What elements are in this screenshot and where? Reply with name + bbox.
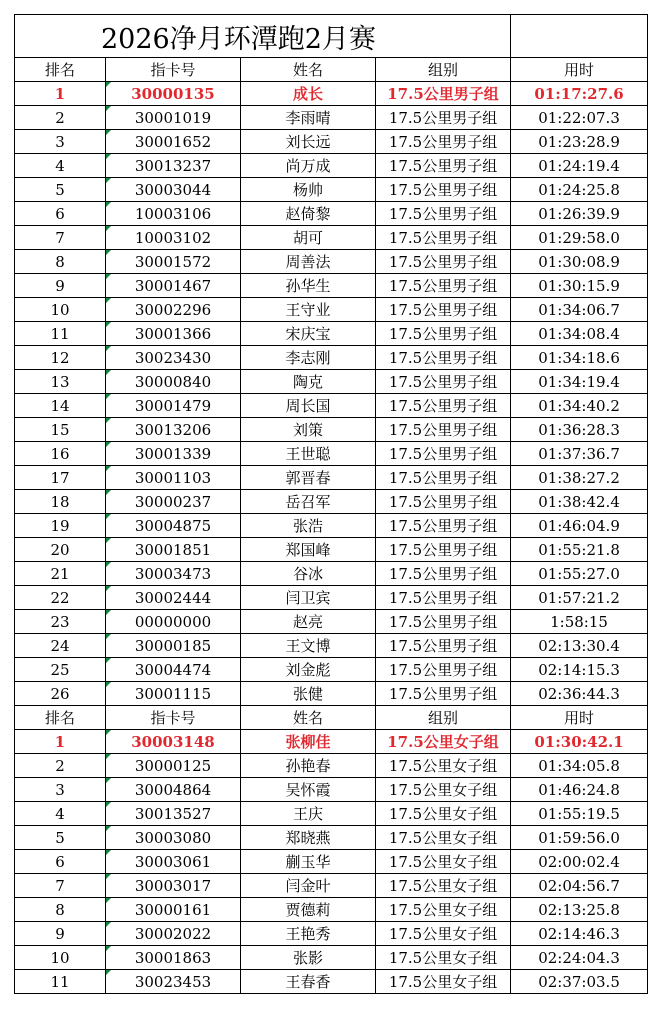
runner-name-cell[interactable]: 张浩	[241, 514, 376, 538]
runner-name-cell[interactable]: 闫金叶	[241, 874, 376, 898]
finish-time-cell[interactable]: 02:13:25.8	[511, 898, 648, 922]
runner-name-cell[interactable]: 张柳佳	[241, 730, 376, 754]
runner-name-cell[interactable]: 岳召军	[241, 490, 376, 514]
finish-time-cell[interactable]: 01:55:27.0	[511, 562, 648, 586]
men-header-row	[15, 58, 648, 82]
group-cell[interactable]: 17.5公里女子组	[376, 802, 511, 826]
table-row	[15, 730, 648, 754]
runner-name-cell[interactable]: 王文博	[241, 634, 376, 658]
table-row	[15, 754, 648, 778]
table-row	[15, 946, 648, 970]
runner-name-cell[interactable]: 孙华生	[241, 274, 376, 298]
rank-cell[interactable]: 9	[15, 922, 106, 946]
finish-time-cell[interactable]: 01:22:07.3	[511, 106, 648, 130]
card-id-cell[interactable]: 30023430	[106, 346, 241, 370]
card-id-cell[interactable]: 30002022	[106, 922, 241, 946]
group-cell[interactable]: 17.5公里男子组	[376, 394, 511, 418]
header-finish-time[interactable]: 用时	[511, 58, 648, 82]
group-cell[interactable]: 17.5公里男子组	[376, 490, 511, 514]
finish-time-cell[interactable]: 02:37:03.5	[511, 970, 648, 994]
table-row	[15, 898, 648, 922]
rank-cell[interactable]: 15	[15, 418, 106, 442]
finish-time-cell[interactable]: 01:34:06.7	[511, 298, 648, 322]
table-row	[15, 370, 648, 394]
rank-cell[interactable]: 7	[15, 226, 106, 250]
card-id-cell[interactable]: 30001019	[106, 106, 241, 130]
runner-name-cell[interactable]: 谷冰	[241, 562, 376, 586]
table-row	[15, 634, 648, 658]
table-row	[15, 274, 648, 298]
table-row	[15, 562, 648, 586]
card-id-cell[interactable]: 10003106	[106, 202, 241, 226]
runner-name-cell[interactable]: 杨帅	[241, 178, 376, 202]
finish-time-cell[interactable]: 01:55:21.8	[511, 538, 648, 562]
rank-cell[interactable]: 26	[15, 682, 106, 706]
runner-name-cell[interactable]: 赵亮	[241, 610, 376, 634]
table-row	[15, 346, 648, 370]
rank-cell[interactable]: 5	[15, 826, 106, 850]
finish-time-cell[interactable]: 01:57:21.2	[511, 586, 648, 610]
runner-name-cell[interactable]: 王世聪	[241, 442, 376, 466]
rank-cell[interactable]: 6	[15, 202, 106, 226]
rank-cell[interactable]: 10	[15, 946, 106, 970]
header-runner-name[interactable]: 姓名	[241, 706, 376, 730]
table-row	[15, 514, 648, 538]
rank-cell[interactable]: 11	[15, 322, 106, 346]
rank-cell[interactable]: 21	[15, 562, 106, 586]
table-row	[15, 178, 648, 202]
runner-name-cell[interactable]: 闫卫宾	[241, 586, 376, 610]
card-id-cell[interactable]: 30003473	[106, 562, 241, 586]
runner-name-cell[interactable]: 张健	[241, 682, 376, 706]
card-id-cell[interactable]: 30023453	[106, 970, 241, 994]
group-cell[interactable]: 17.5公里男子组	[376, 226, 511, 250]
header-group[interactable]: 组别	[376, 706, 511, 730]
finish-time-cell[interactable]: 01:46:04.9	[511, 514, 648, 538]
women-header-row	[15, 706, 648, 730]
group-cell[interactable]: 17.5公里男子组	[376, 106, 511, 130]
finish-time-cell[interactable]: 02:14:15.3	[511, 658, 648, 682]
group-cell[interactable]: 17.5公里男子组	[376, 346, 511, 370]
rank-cell[interactable]: 4	[15, 802, 106, 826]
finish-time-cell[interactable]: 01:23:28.9	[511, 130, 648, 154]
runner-name-cell[interactable]: 胡可	[241, 226, 376, 250]
group-cell[interactable]: 17.5公里男子组	[376, 82, 511, 106]
table-row	[15, 658, 648, 682]
runner-name-cell[interactable]: 郭晋春	[241, 466, 376, 490]
runner-name-cell[interactable]: 孙艳春	[241, 754, 376, 778]
runner-name-cell[interactable]: 李雨晴	[241, 106, 376, 130]
finish-time-cell[interactable]: 02:24:04.3	[511, 946, 648, 970]
card-id-cell[interactable]: 30001103	[106, 466, 241, 490]
rank-cell[interactable]: 18	[15, 490, 106, 514]
table-row	[15, 610, 648, 634]
group-cell[interactable]: 17.5公里女子组	[376, 778, 511, 802]
rank-cell[interactable]: 1	[15, 730, 106, 754]
rank-cell[interactable]: 4	[15, 154, 106, 178]
runner-name-cell[interactable]: 李志刚	[241, 346, 376, 370]
title-row	[15, 15, 648, 58]
rank-cell[interactable]: 2	[15, 106, 106, 130]
table-row	[15, 322, 648, 346]
finish-time-cell[interactable]: 02:14:46.3	[511, 922, 648, 946]
table-row	[15, 826, 648, 850]
group-cell[interactable]: 17.5公里男子组	[376, 466, 511, 490]
header-finish-time[interactable]: 用时	[511, 706, 648, 730]
card-id-cell[interactable]: 30001339	[106, 442, 241, 466]
group-cell[interactable]: 17.5公里男子组	[376, 418, 511, 442]
finish-time-cell[interactable]: 01:37:36.7	[511, 442, 648, 466]
finish-time-cell[interactable]: 01:30:42.1	[511, 730, 648, 754]
table-row	[15, 970, 648, 994]
card-id-cell[interactable]: 30013206	[106, 418, 241, 442]
group-cell[interactable]: 17.5公里女子组	[376, 826, 511, 850]
header-rank[interactable]: 排名	[15, 58, 106, 82]
finish-time-cell[interactable]: 01:38:27.2	[511, 466, 648, 490]
rank-cell[interactable]: 5	[15, 178, 106, 202]
runner-name-cell[interactable]: 陶克	[241, 370, 376, 394]
card-id-cell[interactable]: 30000185	[106, 634, 241, 658]
card-id-cell[interactable]: 30013237	[106, 154, 241, 178]
runner-name-cell[interactable]: 赵倚黎	[241, 202, 376, 226]
rank-cell[interactable]: 22	[15, 586, 106, 610]
rank-cell[interactable]: 11	[15, 970, 106, 994]
finish-time-cell[interactable]: 01:24:19.4	[511, 154, 648, 178]
rank-cell[interactable]: 16	[15, 442, 106, 466]
table-row	[15, 682, 648, 706]
finish-time-cell[interactable]: 01:17:27.6	[511, 82, 648, 106]
card-id-cell[interactable]: 30001652	[106, 130, 241, 154]
finish-time-cell[interactable]: 1:58:15	[511, 610, 648, 634]
card-id-cell[interactable]: 30000125	[106, 754, 241, 778]
group-cell[interactable]: 17.5公里男子组	[376, 610, 511, 634]
card-id-cell[interactable]: 30003044	[106, 178, 241, 202]
card-id-cell[interactable]: 30001851	[106, 538, 241, 562]
card-id-cell[interactable]: 30001366	[106, 322, 241, 346]
rank-cell[interactable]: 6	[15, 850, 106, 874]
group-cell[interactable]: 17.5公里女子组	[376, 922, 511, 946]
finish-time-cell[interactable]: 01:38:42.4	[511, 490, 648, 514]
group-cell[interactable]: 17.5公里男子组	[376, 154, 511, 178]
table-row	[15, 490, 648, 514]
runner-name-cell[interactable]: 刘长远	[241, 130, 376, 154]
group-cell[interactable]: 17.5公里男子组	[376, 298, 511, 322]
card-id-cell[interactable]: 30001479	[106, 394, 241, 418]
group-cell[interactable]: 17.5公里男子组	[376, 682, 511, 706]
empty-title-cell[interactable]	[511, 15, 648, 58]
rank-cell[interactable]: 1	[15, 82, 106, 106]
card-id-cell[interactable]: 00000000	[106, 610, 241, 634]
group-cell[interactable]: 17.5公里男子组	[376, 250, 511, 274]
finish-time-cell[interactable]: 01:34:08.4	[511, 322, 648, 346]
table-row	[15, 922, 648, 946]
group-cell[interactable]: 17.5公里男子组	[376, 586, 511, 610]
table-row	[15, 82, 648, 106]
finish-time-cell[interactable]: 02:13:30.4	[511, 634, 648, 658]
table-row	[15, 418, 648, 442]
card-id-cell[interactable]: 30001572	[106, 250, 241, 274]
table-row	[15, 442, 648, 466]
rank-cell[interactable]: 13	[15, 370, 106, 394]
finish-time-cell[interactable]: 01:30:15.9	[511, 274, 648, 298]
finish-time-cell[interactable]: 01:34:18.6	[511, 346, 648, 370]
card-id-cell[interactable]: 30002296	[106, 298, 241, 322]
finish-time-cell[interactable]: 02:04:56.7	[511, 874, 648, 898]
card-id-cell[interactable]: 10003102	[106, 226, 241, 250]
rank-cell[interactable]: 12	[15, 346, 106, 370]
runner-name-cell[interactable]: 王春香	[241, 970, 376, 994]
card-id-cell[interactable]: 30000161	[106, 898, 241, 922]
runner-name-cell[interactable]: 王艳秀	[241, 922, 376, 946]
card-id-cell[interactable]: 30001115	[106, 682, 241, 706]
group-cell[interactable]: 17.5公里女子组	[376, 850, 511, 874]
runner-name-cell[interactable]: 王守业	[241, 298, 376, 322]
table-row	[15, 586, 648, 610]
rank-cell[interactable]: 20	[15, 538, 106, 562]
group-cell[interactable]: 17.5公里男子组	[376, 178, 511, 202]
table-row	[15, 130, 648, 154]
finish-time-cell[interactable]: 01:29:58.0	[511, 226, 648, 250]
rank-cell[interactable]: 3	[15, 130, 106, 154]
rank-cell[interactable]: 25	[15, 658, 106, 682]
card-id-cell[interactable]: 30004864	[106, 778, 241, 802]
card-id-cell[interactable]: 30002444	[106, 586, 241, 610]
card-id-cell[interactable]: 30004875	[106, 514, 241, 538]
finish-time-cell[interactable]: 01:34:19.4	[511, 370, 648, 394]
rank-cell[interactable]: 8	[15, 898, 106, 922]
card-id-cell[interactable]: 30003017	[106, 874, 241, 898]
finish-time-cell[interactable]: 01:46:24.8	[511, 778, 648, 802]
group-cell[interactable]: 17.5公里女子组	[376, 874, 511, 898]
group-cell[interactable]: 17.5公里男子组	[376, 202, 511, 226]
group-cell[interactable]: 17.5公里男子组	[376, 442, 511, 466]
finish-time-cell[interactable]: 01:34:05.8	[511, 754, 648, 778]
runner-name-cell[interactable]: 王庆	[241, 802, 376, 826]
table-row	[15, 226, 648, 250]
rank-cell[interactable]: 24	[15, 634, 106, 658]
runner-name-cell[interactable]: 刘金彪	[241, 658, 376, 682]
finish-time-cell[interactable]: 01:59:56.0	[511, 826, 648, 850]
card-id-cell[interactable]: 30001863	[106, 946, 241, 970]
group-cell[interactable]: 17.5公里男子组	[376, 538, 511, 562]
table-row	[15, 802, 648, 826]
rank-cell[interactable]: 14	[15, 394, 106, 418]
group-cell[interactable]: 17.5公里男子组	[376, 370, 511, 394]
runner-name-cell[interactable]: 周长国	[241, 394, 376, 418]
runner-name-cell[interactable]: 张影	[241, 946, 376, 970]
finish-time-cell[interactable]: 01:34:40.2	[511, 394, 648, 418]
card-id-cell[interactable]: 30001467	[106, 274, 241, 298]
table-row	[15, 466, 648, 490]
group-cell[interactable]: 17.5公里女子组	[376, 730, 511, 754]
runner-name-cell[interactable]: 蒯玉华	[241, 850, 376, 874]
table-row	[15, 106, 648, 130]
group-cell[interactable]: 17.5公里男子组	[376, 130, 511, 154]
table-row	[15, 250, 648, 274]
table-row	[15, 154, 648, 178]
table-row	[15, 202, 648, 226]
runner-name-cell[interactable]: 郑国峰	[241, 538, 376, 562]
finish-time-cell[interactable]: 01:36:28.3	[511, 418, 648, 442]
runner-name-cell[interactable]: 成长	[241, 82, 376, 106]
card-id-cell[interactable]: 30000135	[106, 82, 241, 106]
header-rank[interactable]: 排名	[15, 706, 106, 730]
table-row	[15, 298, 648, 322]
card-id-cell[interactable]: 30003148	[106, 730, 241, 754]
rank-cell[interactable]: 17	[15, 466, 106, 490]
table-row	[15, 394, 648, 418]
group-cell[interactable]: 17.5公里女子组	[376, 754, 511, 778]
rank-cell[interactable]: 9	[15, 274, 106, 298]
runner-name-cell[interactable]: 吴怀霞	[241, 778, 376, 802]
finish-time-cell[interactable]: 02:00:02.4	[511, 850, 648, 874]
table-row	[15, 850, 648, 874]
header-group[interactable]: 组别	[376, 58, 511, 82]
runner-name-cell[interactable]: 尚万成	[241, 154, 376, 178]
table-row	[15, 538, 648, 562]
rank-cell[interactable]: 8	[15, 250, 106, 274]
header-card-id[interactable]: 指卡号	[106, 58, 241, 82]
card-id-cell[interactable]: 30004474	[106, 658, 241, 682]
runner-name-cell[interactable]: 刘策	[241, 418, 376, 442]
results-table	[14, 14, 648, 994]
rank-cell[interactable]: 3	[15, 778, 106, 802]
group-cell[interactable]: 17.5公里女子组	[376, 970, 511, 994]
group-cell[interactable]: 17.5公里男子组	[376, 322, 511, 346]
group-cell[interactable]: 17.5公里男子组	[376, 274, 511, 298]
group-cell[interactable]: 17.5公里男子组	[376, 562, 511, 586]
runner-name-cell[interactable]: 宋庆宝	[241, 322, 376, 346]
runner-name-cell[interactable]: 贾德莉	[241, 898, 376, 922]
group-cell[interactable]: 17.5公里男子组	[376, 634, 511, 658]
card-id-cell[interactable]: 30003080	[106, 826, 241, 850]
rank-cell[interactable]: 23	[15, 610, 106, 634]
table-row	[15, 874, 648, 898]
finish-time-cell[interactable]: 01:55:19.5	[511, 802, 648, 826]
group-cell[interactable]: 17.5公里男子组	[376, 514, 511, 538]
card-id-cell[interactable]: 30013527	[106, 802, 241, 826]
rank-cell[interactable]: 19	[15, 514, 106, 538]
finish-time-cell[interactable]: 01:24:25.8	[511, 178, 648, 202]
header-card-id[interactable]: 指卡号	[106, 706, 241, 730]
runner-name-cell[interactable]: 郑晓燕	[241, 826, 376, 850]
rank-cell[interactable]: 7	[15, 874, 106, 898]
card-id-cell[interactable]: 30003061	[106, 850, 241, 874]
rank-cell[interactable]: 10	[15, 298, 106, 322]
group-cell[interactable]: 17.5公里女子组	[376, 946, 511, 970]
card-id-cell[interactable]: 30000237	[106, 490, 241, 514]
card-id-cell[interactable]: 30000840	[106, 370, 241, 394]
runner-name-cell[interactable]: 周善法	[241, 250, 376, 274]
group-cell[interactable]: 17.5公里女子组	[376, 898, 511, 922]
group-cell[interactable]: 17.5公里男子组	[376, 658, 511, 682]
table-row	[15, 778, 648, 802]
sheet-title[interactable]: 2026净月环潭跑2月赛	[15, 15, 511, 58]
finish-time-cell[interactable]: 02:36:44.3	[511, 682, 648, 706]
finish-time-cell[interactable]: 01:26:39.9	[511, 202, 648, 226]
finish-time-cell[interactable]: 01:30:08.9	[511, 250, 648, 274]
header-runner-name[interactable]: 姓名	[241, 58, 376, 82]
rank-cell[interactable]: 2	[15, 754, 106, 778]
